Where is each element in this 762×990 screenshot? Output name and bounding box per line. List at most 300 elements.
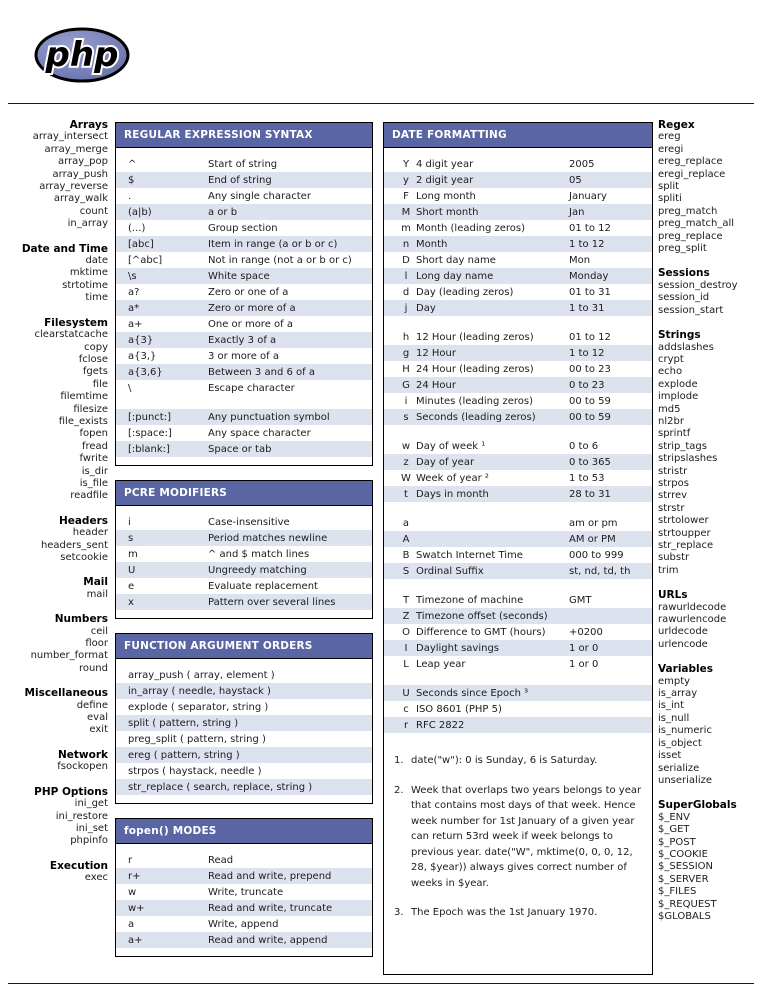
date-format-row	[384, 220, 652, 236]
syntax-description: White space	[208, 270, 270, 282]
sidebar-function-name: is_int	[658, 700, 685, 712]
syntax-key: w+	[128, 902, 145, 914]
sidebar-section	[658, 663, 760, 787]
syntax-key: a?	[128, 286, 140, 298]
sidebar-section-title: Arrays	[69, 119, 108, 131]
sidebar-section	[0, 317, 108, 503]
table-row	[116, 900, 372, 916]
syntax-description: Any single character	[208, 190, 311, 202]
syntax-key: a*	[128, 302, 140, 314]
format-description: Day of year	[416, 456, 475, 468]
syntax-description: Case-insensitive	[208, 516, 290, 528]
sidebar-section-title: Headers	[58, 514, 108, 527]
format-description: 12 Hour	[416, 347, 456, 359]
sidebar-function-name: eregi	[658, 143, 684, 155]
syntax-description: Any space character	[208, 427, 311, 439]
sidebar-function-name: $_SESSION	[658, 861, 714, 873]
syntax-key: [abc]	[128, 238, 154, 250]
sidebar-section	[658, 267, 760, 317]
sidebar-function-name: fwrite	[79, 453, 108, 465]
sidebar-function-name: $_FILES	[658, 886, 697, 898]
syntax-key: i	[128, 516, 131, 528]
syntax-description: One or more of a	[208, 318, 293, 330]
syntax-key: a+	[128, 934, 143, 946]
format-description: Days in month	[416, 488, 489, 500]
sidebar-function-name: mail	[86, 588, 108, 600]
syntax-key: U	[128, 564, 136, 576]
function-signature-row: ereg ( pattern, string )	[116, 747, 372, 763]
table-row	[116, 578, 372, 594]
format-example-value: Jan	[569, 206, 585, 218]
sidebar-section-title: Numbers	[54, 613, 108, 626]
sidebar-section	[658, 119, 760, 255]
sidebar-function-name: addslashes	[658, 341, 714, 353]
pcre-table-body	[116, 506, 372, 618]
sidebar-function-name: strtotime	[62, 279, 108, 291]
regex-syntax-table	[115, 122, 373, 466]
syntax-key: m	[128, 548, 138, 560]
sidebar-section-title: Miscellaneous	[24, 687, 108, 700]
syntax-description: Escape character	[208, 382, 295, 394]
sidebar-function-name: phpinfo	[70, 835, 108, 847]
sidebar-function-name: copy	[84, 341, 108, 353]
format-character: U	[402, 687, 410, 699]
sidebar-function-name: number_format	[30, 650, 108, 662]
sidebar-function-name: count	[79, 205, 108, 217]
sidebar-function-name: is_file	[79, 477, 108, 489]
table-row	[116, 348, 372, 364]
sidebar-function-name: $_REQUEST	[658, 898, 717, 910]
format-character: G	[402, 379, 410, 391]
footnote	[394, 753, 644, 769]
date-format-row	[384, 377, 652, 393]
sidebar-section	[0, 515, 108, 565]
sidebar-function-name: $_ENV	[658, 811, 691, 823]
table-row	[116, 884, 372, 900]
function-signature-row: in_array ( needle, haystack )	[116, 683, 372, 699]
sidebar-function-name: is_dir	[81, 465, 108, 477]
pcre-table-title: PCRE MODIFIERS	[116, 481, 372, 506]
sidebar-function-name: array_pop	[57, 156, 108, 168]
date-format-row	[384, 454, 652, 470]
syntax-description: Space or tab	[208, 443, 272, 455]
format-character: O	[402, 626, 410, 638]
syntax-description: Item in range (a or b or c)	[208, 238, 338, 250]
sidebar-function-name: urldecode	[658, 626, 708, 638]
row-gap	[384, 425, 652, 438]
sidebar-function-name: sprintf	[658, 428, 691, 440]
date-format-row	[384, 717, 652, 733]
date-format-row	[384, 624, 652, 640]
format-description: Day of week ¹	[416, 440, 486, 452]
format-character: c	[403, 703, 409, 715]
format-character: y	[403, 174, 409, 186]
sidebar-section	[0, 749, 108, 774]
footnote	[394, 905, 644, 921]
table-row	[116, 562, 372, 578]
format-description: Short day name	[416, 254, 496, 266]
format-character: F	[403, 190, 409, 202]
sidebar-function-name: readfile	[70, 490, 108, 502]
date-format-row	[384, 268, 652, 284]
format-description: Minutes (leading zeros)	[416, 395, 534, 407]
syntax-description: Pattern over several lines	[208, 596, 336, 608]
date-format-row	[384, 236, 652, 252]
sidebar-section	[0, 576, 108, 601]
logo-text: php	[45, 35, 119, 75]
format-character: M	[401, 206, 411, 218]
sidebar-function-name: substr	[658, 552, 690, 564]
syntax-description: Zero or one of a	[208, 286, 289, 298]
format-description: Day (leading zeros)	[416, 286, 514, 298]
sidebar-function-name: clearstatcache	[34, 329, 108, 341]
format-example-value: 000 to 999	[569, 549, 624, 561]
sidebar-function-name: fopen	[79, 428, 108, 440]
format-example-value: 28 to 31	[569, 488, 611, 500]
format-character: m	[401, 222, 411, 234]
syntax-description: Read	[208, 854, 234, 866]
format-example-value: 01 to 12	[569, 331, 611, 343]
footnotes	[384, 741, 652, 921]
format-example-value: 1 to 12	[569, 238, 605, 250]
sidebar-function-name: unserialize	[658, 774, 713, 786]
date-format-row	[384, 470, 652, 486]
sidebar-function-name: array_walk	[53, 193, 108, 205]
format-character: g	[402, 347, 410, 359]
table-row	[116, 332, 372, 348]
table-row	[116, 409, 372, 425]
format-character: r	[403, 719, 409, 731]
table-row	[116, 172, 372, 188]
sidebar-function-name: eval	[87, 712, 108, 724]
sidebar-function-name: rawurlencode	[658, 614, 727, 626]
bottom-divider	[8, 983, 754, 984]
sidebar-function-name: $_SERVER	[658, 873, 709, 885]
table-row	[116, 425, 372, 441]
sidebar-function-name: is_array	[658, 688, 698, 700]
format-example-value: 1 or 0	[569, 642, 599, 654]
sidebar-function-name: setcookie	[60, 552, 108, 563]
table-row	[116, 316, 372, 332]
table-row	[116, 252, 372, 268]
format-character: z	[403, 456, 409, 468]
table-row	[116, 284, 372, 300]
footnote	[394, 783, 644, 892]
format-character: s	[403, 411, 409, 423]
format-example-value: 1 or 0	[569, 658, 599, 670]
format-character: A	[402, 533, 410, 545]
syntax-description: Ungreedy matching	[208, 564, 307, 576]
table-row	[116, 236, 372, 252]
format-description: Leap year	[416, 658, 466, 670]
sidebar-function-name: headers_sent	[40, 539, 108, 551]
date-format-row	[384, 188, 652, 204]
function-signature-row: split ( pattern, string )	[116, 715, 372, 731]
sidebar-function-name: header	[72, 527, 108, 539]
format-character: d	[402, 286, 410, 298]
sidebar-function-name: is_null	[658, 712, 690, 724]
sidebar-function-name: ereg_replace	[658, 156, 723, 168]
date-format-row	[384, 486, 652, 502]
date-format-row	[384, 204, 652, 220]
format-example-value: 2005	[569, 158, 595, 170]
syntax-key: a+	[128, 318, 143, 330]
format-example-value: am or pm	[569, 517, 618, 529]
format-description: Ordinal Suffix	[416, 565, 484, 577]
syntax-key: \s	[128, 270, 137, 282]
sidebar-section	[0, 687, 108, 737]
sidebar-function-name: $_GET	[658, 824, 690, 836]
table-row	[116, 441, 372, 457]
format-character: B	[402, 549, 410, 561]
footnote-number: 2.	[394, 784, 404, 796]
sidebar-function-name: array_push	[52, 168, 108, 180]
sidebar-function-name: md5	[658, 403, 681, 415]
sidebar-function-name: array_merge	[44, 143, 108, 155]
syntax-description: Zero or more of a	[208, 302, 296, 314]
format-example-value: +0200	[569, 626, 603, 638]
sidebar-function-name: is_numeric	[658, 725, 712, 737]
sidebar-function-name: strstr	[658, 502, 685, 514]
format-description: Month	[416, 238, 448, 250]
pcre-modifiers-table	[115, 480, 373, 619]
sidebar-function-name: implode	[658, 391, 699, 403]
date-format-row	[384, 345, 652, 361]
sidebar-function-name: preg_split	[658, 243, 707, 255]
sidebar-function-name: empty	[658, 675, 691, 687]
sidebar-function-name: eregi_replace	[658, 168, 726, 180]
table-row	[116, 868, 372, 884]
date-format-row	[384, 547, 652, 563]
sidebar-function-name: filemtime	[60, 391, 108, 403]
sidebar-function-name: session_start	[658, 304, 724, 316]
format-description: Timezone offset (seconds)	[416, 610, 548, 622]
format-example-value: 01 to 12	[569, 222, 611, 234]
syntax-key: w	[128, 886, 137, 898]
sidebar-function-name: ceil	[90, 625, 108, 637]
date-format-row	[384, 531, 652, 547]
sidebar-function-name: stripslashes	[658, 453, 718, 465]
sidebar-function-name: session_id	[658, 292, 710, 304]
format-example-value: 1 to 12	[569, 347, 605, 359]
sidebar-section	[0, 119, 108, 231]
format-description: ISO 8601 (PHP 5)	[416, 703, 502, 715]
sidebar-function-name: str_replace	[658, 540, 714, 551]
syntax-key: $	[128, 174, 135, 186]
format-character: Y	[402, 158, 410, 170]
sidebar-section	[0, 860, 108, 885]
format-character: L	[403, 658, 409, 670]
table-row	[116, 380, 372, 396]
sidebar-function-name: filesize	[73, 403, 108, 415]
syntax-key: [:blank:]	[128, 443, 170, 455]
sidebar-function-name: rawurldecode	[658, 601, 727, 613]
syntax-description: End of string	[208, 174, 272, 186]
sidebar-function-name: crypt	[658, 353, 684, 365]
table-row	[116, 932, 372, 948]
date-table-title: DATE FORMATTING	[384, 123, 652, 148]
sidebar-function-name: ini_restore	[55, 810, 108, 822]
sidebar-section-title: Mail	[83, 576, 108, 589]
format-description: Day	[416, 302, 436, 314]
sidebar-function-name: split	[658, 181, 680, 193]
date-format-row	[384, 284, 652, 300]
date-formatting-table	[383, 122, 653, 975]
date-format-row	[384, 563, 652, 579]
date-format-row	[384, 252, 652, 268]
date-column	[383, 122, 653, 989]
right-function-index	[658, 119, 760, 935]
format-description: Short month	[416, 206, 479, 218]
format-description: Seconds since Epoch ³	[416, 687, 529, 699]
table-row	[116, 188, 372, 204]
table-row	[116, 594, 372, 610]
table-row	[116, 220, 372, 236]
row-gap	[116, 396, 372, 409]
sidebar-function-name: define	[76, 699, 108, 711]
footnote-text: Week that overlaps two years belongs to year that contains most days of that week. Hence week number for 1st January of a given year can return 53rd week if week belongs to previous year. date("W", mktime(0, 0, 0, 12, 28, $year)) always gives correct number of weeks in $year.	[411, 784, 642, 889]
format-example-value: 01 to 31	[569, 286, 611, 298]
format-example-value: GMT	[569, 594, 592, 606]
sidebar-section	[658, 329, 760, 577]
sidebar-section-title: Filesystem	[44, 316, 108, 329]
syntax-key: a{3,6}	[128, 366, 163, 378]
format-example-value: January	[569, 190, 607, 202]
syntax-key: s	[128, 532, 134, 544]
format-example-value: 1 to 53	[569, 472, 605, 484]
format-character: I	[404, 642, 408, 654]
sidebar-section-title: Sessions	[658, 267, 710, 280]
format-character: t	[404, 488, 408, 500]
format-description: 4 digit year	[416, 158, 474, 170]
sidebar-function-name: preg_replace	[658, 230, 723, 242]
sidebar-function-name: strtoupper	[658, 527, 711, 539]
sidebar-section-title: Strings	[658, 329, 701, 342]
format-example-value: 0 to 23	[569, 379, 605, 391]
format-character: w	[401, 440, 411, 452]
sidebar-section-title: Regex	[658, 119, 695, 131]
date-format-row	[384, 640, 652, 656]
syntax-description: Not in range (not a or b or c)	[208, 254, 352, 266]
format-example-value: 00 to 59	[569, 395, 611, 407]
date-format-row	[384, 592, 652, 608]
row-gap	[384, 672, 652, 685]
date-format-row	[384, 156, 652, 172]
sidebar-function-name: serialize	[658, 762, 700, 774]
syntax-description: Period matches newline	[208, 532, 328, 544]
format-character: H	[402, 363, 410, 375]
date-format-row	[384, 685, 652, 701]
format-character: T	[402, 594, 410, 606]
middle-column	[115, 122, 373, 971]
sidebar-function-name: explode	[658, 378, 698, 390]
date-format-row	[384, 608, 652, 624]
sidebar-function-name: $GLOBALS	[658, 910, 711, 922]
sidebar-section-title: URLs	[658, 589, 688, 602]
fopen-modes-table	[115, 818, 373, 957]
syntax-key: x	[128, 596, 134, 608]
sidebar-function-name: ini_set	[75, 822, 108, 834]
syntax-key: (a|b)	[128, 206, 152, 218]
sidebar-function-name: isset	[658, 750, 682, 762]
sidebar-function-name: array_reverse	[39, 181, 108, 193]
sidebar-function-name: ereg	[658, 131, 681, 143]
syntax-description: Write, append	[208, 918, 279, 930]
sidebar-function-name: strpos	[658, 477, 689, 489]
format-example-value: 0 to 365	[569, 456, 611, 468]
sidebar-section	[658, 589, 760, 651]
format-description: Week of year ²	[416, 472, 489, 484]
php-logo	[33, 26, 131, 87]
sidebar-section-title: SuperGlobals	[658, 799, 737, 812]
sidebar-function-name: array_intersect	[32, 131, 108, 143]
syntax-key: (...)	[128, 222, 146, 234]
fopen-table-body	[116, 844, 372, 956]
format-description: Seconds (leading zeros)	[416, 411, 536, 423]
table-row	[116, 916, 372, 932]
date-table-body	[384, 148, 652, 741]
table-row	[116, 546, 372, 562]
footnote-text: date("w"): 0 is Sunday, 6 is Saturday.	[411, 755, 598, 766]
fao-table-title: FUNCTION ARGUMENT ORDERS	[116, 634, 372, 659]
format-example-value: 0 to 6	[569, 440, 599, 452]
sidebar-function-name: date	[85, 255, 108, 267]
syntax-key: r	[128, 854, 133, 866]
format-description: 12 Hour (leading zeros)	[416, 331, 534, 343]
syntax-description: Any punctuation symbol	[208, 411, 330, 423]
regex-table-body	[116, 148, 372, 465]
date-format-row	[384, 393, 652, 409]
syntax-key: [:punct:]	[128, 411, 171, 423]
footnote-number: 1.	[394, 755, 404, 766]
function-signature-row: explode ( separator, string )	[128, 701, 269, 713]
sidebar-function-name: spliti	[658, 193, 682, 205]
sidebar-function-name: stristr	[658, 465, 688, 477]
fopen-table-title: fopen() MODES	[116, 819, 372, 844]
function-signature-row: str_replace ( search, replace, string )	[116, 779, 372, 795]
sidebar-function-name: urlencode	[658, 638, 708, 650]
syntax-key: ^	[128, 158, 137, 170]
syntax-key: a	[128, 918, 135, 930]
sidebar-function-name: echo	[658, 366, 683, 378]
format-description: Long month	[416, 190, 476, 202]
table-row	[116, 300, 372, 316]
sidebar-function-name: ini_get	[74, 798, 108, 810]
sidebar-function-name: file	[92, 378, 108, 390]
top-divider	[8, 103, 754, 104]
syntax-key: r+	[128, 870, 141, 882]
format-description: 24 Hour	[416, 379, 456, 391]
sidebar-function-name: preg_match	[658, 205, 718, 217]
syntax-description: Exactly 3 of a	[208, 334, 277, 346]
row-gap	[384, 502, 652, 515]
sidebar-function-name: strtolower	[658, 515, 709, 527]
sidebar-function-name: file_exists	[58, 415, 108, 427]
format-example-value: 00 to 59	[569, 411, 611, 423]
format-description: 24 Hour (leading zeros)	[416, 363, 534, 375]
format-description: RFC 2822	[416, 719, 465, 731]
sidebar-section-title: Network	[57, 748, 108, 761]
sidebar-function-name: time	[85, 292, 108, 304]
date-format-row	[384, 409, 652, 425]
footnote-number: 3.	[394, 907, 404, 918]
format-character: h	[402, 331, 410, 343]
format-character: a	[402, 517, 410, 529]
syntax-key: [^abc]	[128, 254, 163, 266]
sidebar-section	[0, 613, 108, 675]
table-row	[116, 364, 372, 380]
syntax-description: a or b	[208, 206, 238, 218]
